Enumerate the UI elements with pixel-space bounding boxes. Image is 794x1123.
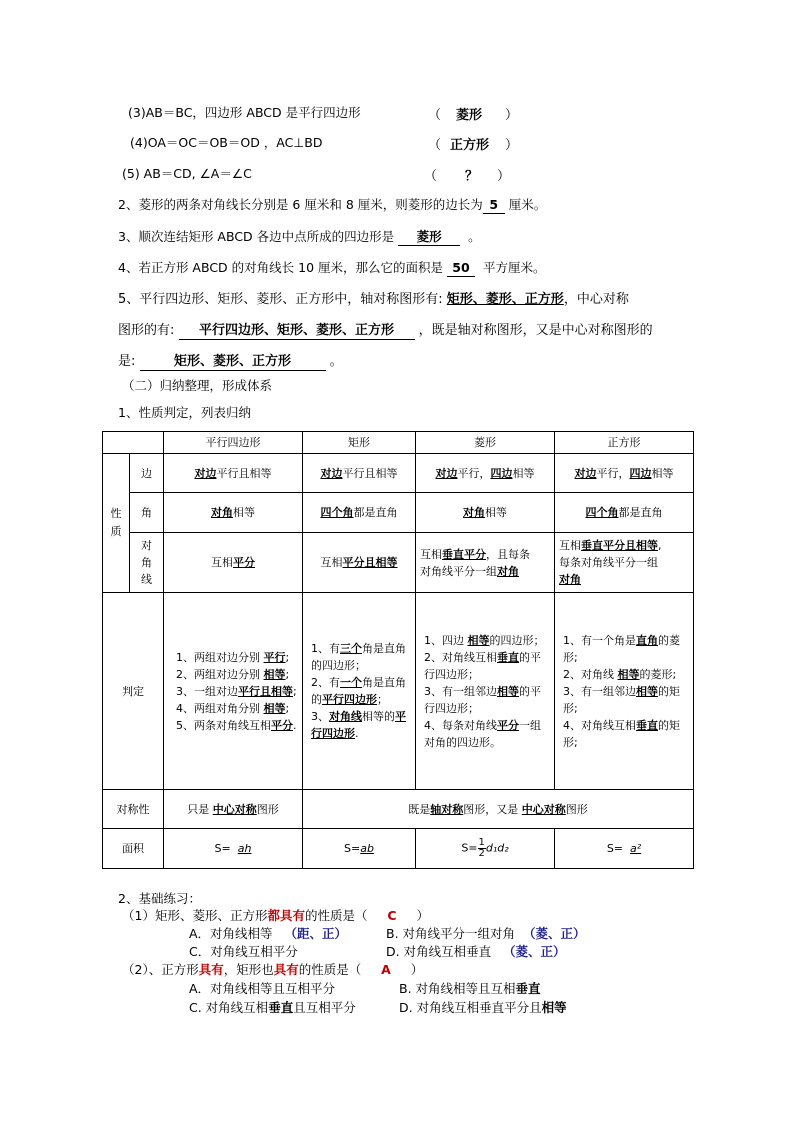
row-label-symmetry: 对称性 [103, 790, 164, 829]
sym-rest-mid: 图形，又是 [463, 802, 519, 816]
judge-para-4-end: ; [285, 701, 290, 715]
diag-rhombus [416, 533, 555, 593]
row-label-edge: 边 [130, 454, 164, 493]
judge-rect-3 [311, 708, 411, 742]
judge-para-3-text: 3、一组对边 [176, 684, 238, 698]
sym-rest-post: 图形 [565, 802, 588, 816]
sym-parallelogram [164, 790, 303, 829]
ex1-pre: （1）矩形、菱形、正方形 [122, 908, 268, 923]
ex2-option-d-key: 相等 [541, 1000, 567, 1015]
judge-sq-4-key: 垂直 [636, 718, 658, 732]
edge-rhombus-key-1: 对边 [435, 466, 458, 480]
judge-para-3-end: ; [293, 684, 297, 698]
item-4-open-paren: （ [428, 138, 442, 153]
ex2-pre: （2）、正方形 [122, 962, 199, 977]
area-rh-denominator: 2 [478, 848, 485, 859]
question-4-text: 4、若正方形 ABCD 的对角线长 10 厘米，那么它的面积是 [118, 260, 444, 275]
judge-para-4-key: 相等 [263, 701, 286, 715]
table-header-row [103, 432, 694, 454]
judge-para-1 [176, 649, 298, 666]
sym-rest-pre: 既是 [408, 802, 431, 816]
judge-rh-3-text: 3、有一组邻边 [424, 684, 497, 698]
question-5-answer-central: 平行四边形、矩形、菱形、正方形 [179, 323, 415, 340]
diag-square-text-3: 每条对角线平分一组 [559, 556, 658, 569]
item-5-answer: ？ [465, 169, 479, 184]
angle-square-key: 四个角 [585, 506, 619, 519]
header-rectangle: 矩形 [303, 432, 416, 454]
judge-sq-1-text: 1、有一个角是 [563, 633, 636, 647]
angle-parallelogram-key: 对角 [211, 506, 233, 519]
judge-sq-4-end: 的矩形; [563, 718, 680, 749]
ex2-answer: A [381, 962, 391, 977]
row-label-judgement: 判定 [103, 593, 164, 790]
row-label-angle: 角 [130, 493, 164, 533]
area-rh-pre: S= [461, 841, 478, 855]
ex1-option-a-text: A．对角线相等 [189, 926, 273, 941]
judge-para-5-key: 平分 [271, 718, 293, 732]
question-5-line-2 [118, 322, 653, 340]
question-3 [118, 228, 481, 246]
ex2-mid: ，矩形也 [223, 962, 274, 977]
question-5-text-2b: ，既是轴对称图形，又是中心对称图形的 [418, 323, 653, 338]
judge-rh-3-end: 的平行四边形； [424, 684, 541, 715]
judge-rect-1-text: 1、有 [311, 642, 340, 655]
judge-para-4-text: 4、两组对角分别 [176, 701, 260, 715]
edge-rectangle [303, 454, 416, 493]
judge-rh-4-end: 一组对角的四边形。 [424, 718, 541, 749]
judge-rh-2 [424, 649, 550, 683]
diag-rhombus-key-2: 对角 [497, 564, 519, 578]
judge-rect-2-key: 一个 [340, 676, 362, 689]
item-4-answer: 正方形 [450, 138, 490, 153]
exercise-title: 2、基础练习： [118, 891, 201, 906]
edge-rhombus-text-1: 平行， [457, 466, 491, 480]
row-angle [103, 493, 694, 533]
question-3-text: 3、顺次连结矩形 ABCD 各边中点所成的四边形是 [118, 229, 395, 244]
judge-para-2 [176, 666, 298, 683]
edge-square-key-1: 对边 [574, 466, 597, 480]
judge-para-5 [176, 717, 298, 734]
area-rhombus [416, 829, 555, 869]
question-2-answer: 5 [483, 197, 505, 214]
edge-parallelogram [164, 454, 303, 493]
header-parallelogram: 平行四边形 [164, 432, 303, 454]
edge-rhombus [416, 454, 555, 493]
judge-sq-2-text: 2、对角线 [563, 667, 614, 681]
row-judgement [103, 593, 694, 790]
question-2-text: 2、菱形的两条对角线长分别是 6 厘米和 8 厘米，则菱形的边长为 [118, 197, 483, 212]
question-5-answer-axial: 矩形、菱形、正方形 [446, 292, 564, 307]
row-area [103, 829, 694, 869]
angle-rectangle [303, 493, 416, 533]
judge-sq-1-end: 的菱形; [563, 633, 680, 664]
judge-rect-2-text: 2、有 [311, 676, 340, 689]
judge-para-5-text: 5、两条对角线互相 [176, 718, 271, 732]
question-4 [118, 259, 545, 277]
judge-rh-1-text: 1、四边 [424, 633, 464, 647]
judge-sq-1-key: 直角 [636, 633, 658, 647]
area-rh-formula: d₁d₂ [485, 841, 509, 855]
ex2-option-c-text: C. 对角线互相 [189, 1000, 269, 1015]
ex2-option-c-key: 垂直 [268, 1000, 294, 1015]
ex2-option-b-key: 垂直 [515, 981, 541, 996]
judge-sq-1 [563, 632, 689, 666]
row-diagonal [103, 533, 694, 593]
ex1-option-d-note: （菱、正） [503, 944, 566, 959]
diag-rhombus-text-3: 对角线平分一组 [420, 564, 497, 578]
area-rect-formula: ab [360, 842, 374, 855]
question-4-answer: 50 [447, 260, 475, 277]
sym-others [303, 790, 694, 829]
properties-table [102, 431, 694, 869]
diag-rhombus-key-1: 垂直平分 [442, 547, 486, 561]
question-3-answer: 菱形 [398, 229, 460, 246]
area-rectangle [303, 829, 416, 869]
ex1-option-d [386, 943, 566, 960]
question-5-text-1: 5、平行四边形、矩形、菱形、正方形中，轴对称图形有: [118, 292, 443, 307]
sym-rest-key-2: 中心对称 [521, 802, 566, 816]
judge-sq-2-key: 相等 [617, 667, 640, 681]
sym-rest-key-1: 轴对称 [430, 802, 464, 816]
ex1-option-a [189, 925, 347, 942]
judge-para-3 [176, 683, 298, 700]
question-4-suffix: 平方厘米。 [482, 260, 546, 275]
judge-rh-1-key: 相等 [467, 633, 490, 647]
edge-rectangle-text: 平行且相等 [342, 466, 398, 480]
diag-rectangle-key: 平分且相等 [342, 556, 398, 569]
area-square [555, 829, 694, 869]
area-rh-numerator: 1 [478, 837, 485, 848]
ex1-option-b-note: （菱、正） [522, 926, 586, 941]
area-para-formula: ah [237, 842, 252, 855]
judge-rect-3-mid: 相等的 [362, 710, 395, 723]
judge-rect-3-end: . [355, 727, 359, 740]
section-title: （二）归纳整理，形成体系 [122, 378, 273, 393]
ex1-post: 的性质是（ [304, 908, 368, 923]
diag-rhombus-text-2: ，且每条 [486, 547, 530, 561]
row-symmetry [103, 790, 694, 829]
angle-rectangle-text: 都是直角 [353, 506, 398, 519]
question-5-text-3b: 。 [329, 354, 343, 369]
judge-rh-3-key: 相等 [497, 684, 519, 698]
sub-title: 1、性质判定，列表归纳 [118, 405, 251, 420]
judge-rh-2-key: 垂直 [497, 650, 519, 664]
judge-rh-3 [424, 683, 550, 717]
judge-para-4 [176, 700, 298, 717]
area-sq-formula: a² [630, 842, 642, 855]
judge-para-1-text: 1、两组对边分别 [176, 650, 260, 664]
area-parallelogram [164, 829, 303, 869]
edge-square-text-2: 相等 [651, 466, 674, 480]
item-4-condition: (4)OA＝OC＝OB＝OD ，AC⊥BD [130, 135, 323, 150]
diag-rhombus-text-1: 互相 [420, 547, 442, 561]
ex1-option-d-text: D. 对角线互相垂直 [386, 944, 492, 959]
ex2-option-d-text: D. 对角线互相垂直平分且 [399, 1000, 542, 1015]
question-5-text-3: 是: [118, 354, 136, 369]
judge-rh-4-text: 4、每条对角线 [424, 718, 497, 732]
judge-rh-2-text: 2、对角线互相 [424, 650, 497, 664]
judge-rectangle [303, 593, 416, 790]
area-sq-pre: S= [606, 842, 624, 855]
edge-square [555, 454, 694, 493]
judge-rect-2-mid: 角是直角的 [311, 676, 406, 706]
ex1-option-c: C．对角线互相平分 [189, 944, 298, 959]
judge-square [555, 593, 694, 790]
ex2-option-c [189, 999, 356, 1016]
judge-rh-1 [424, 632, 550, 649]
judge-rect-2-end: ； [377, 693, 388, 706]
diag-rectangle-text: 互相 [320, 556, 343, 569]
edge-rectangle-key: 对边 [320, 466, 343, 480]
question-5-answer-both: 矩形、菱形、正方形 [140, 354, 326, 371]
item-5-condition: (5) AB＝CD, ∠A＝∠C [122, 166, 252, 181]
ex2-option-b [399, 980, 541, 997]
ex2-post: 的性质是（ [298, 962, 362, 977]
angle-parallelogram [164, 493, 303, 533]
judge-rect-2-key-2: 平行四边形 [322, 693, 377, 706]
ex1-option-a-note: （距、正） [284, 926, 347, 941]
item-3-condition: (3)AB＝BC，四边形 ABCD 是平行四边形 [128, 105, 361, 120]
area-rh-fraction [478, 838, 486, 859]
edge-rhombus-text-2: 相等 [512, 466, 535, 480]
ex1-option-b [386, 925, 586, 942]
row-label-diagonal: 对角线 [130, 533, 164, 593]
diag-parallelogram-text: 互相 [211, 556, 233, 569]
judge-sq-3 [563, 683, 689, 717]
question-5-text-1b: ，中心对称 [563, 292, 629, 307]
ex2-option-c-text-2: 且互相平分 [293, 1000, 356, 1015]
judge-para-1-key: 平行 [263, 650, 286, 664]
item-3-answer: 菱形 [456, 108, 483, 123]
item-4-close-paren: ） [505, 138, 519, 153]
sym-para-key: 中心对称 [212, 802, 257, 816]
ex2-emphasis-2: 具有 [273, 962, 299, 977]
judge-sq-2-end: 的菱形; [639, 667, 677, 681]
judge-rhombus [416, 593, 555, 790]
diag-square-text-1: 互相 [559, 539, 581, 552]
ex1-emphasis: 都具有 [267, 908, 305, 923]
judge-parallelogram [164, 593, 303, 790]
judge-rh-1-end: 的四边形； [489, 633, 545, 647]
judge-sq-4-text: 4、对角线互相 [563, 718, 636, 732]
question-5-text-2: 图形的有: [118, 323, 175, 338]
angle-rectangle-key: 四个角 [320, 506, 354, 519]
judge-para-1-end: ; [285, 650, 290, 664]
ex2-option-a: A．对角线相等且互相平分 [189, 981, 336, 996]
question-3-suffix: 。 [468, 229, 481, 244]
exercise-1-question [122, 907, 429, 924]
header-rhombus: 菱形 [416, 432, 555, 454]
item-3-open-paren: （ [428, 108, 442, 123]
ex2-emphasis-1: 具有 [198, 962, 224, 977]
judge-sq-3-text: 3、有一组邻边 [563, 684, 636, 698]
judge-rect-1-end: 角是直角的四边形； [311, 642, 406, 672]
judge-sq-3-end: 的矩形; [563, 684, 680, 715]
angle-rhombus-key: 对角 [463, 506, 485, 519]
diag-square [555, 533, 694, 593]
judge-rect-2 [311, 674, 411, 708]
angle-rhombus-text: 相等 [485, 506, 507, 519]
edge-square-text-1: 平行， [596, 466, 630, 480]
judge-para-5-end: . [293, 718, 297, 732]
judge-rect-3-text: 3、 [311, 710, 329, 723]
judge-rect-3-key-2: 平行四边形 [311, 710, 406, 740]
angle-square [555, 493, 694, 533]
diag-square-text-2: , [658, 539, 662, 552]
judge-rh-4-key: 平分 [497, 718, 519, 732]
edge-parallelogram-key: 对边 [194, 466, 217, 480]
angle-square-text: 都是直角 [618, 506, 663, 519]
judge-para-2-text: 2、两组对边分别 [176, 667, 260, 681]
item-3-close-paren: ） [505, 108, 519, 123]
judge-rect-1 [311, 640, 411, 674]
exercise-2-question [122, 961, 423, 978]
edge-rhombus-key-2: 四边 [490, 466, 513, 480]
area-para-pre: S= [214, 842, 231, 855]
judge-rect-1-key: 三个 [340, 642, 362, 655]
judge-sq-4 [563, 717, 689, 751]
judge-para-2-end: ; [285, 667, 290, 681]
diag-parallelogram [164, 533, 303, 593]
ex1-option-b-text: B. 对角线平分一组对角 [386, 926, 516, 941]
diag-rectangle [303, 533, 416, 593]
angle-parallelogram-text: 相等 [233, 506, 255, 519]
header-square: 正方形 [555, 432, 694, 454]
judge-rect-3-key: 对角线 [329, 710, 362, 723]
angle-rhombus [416, 493, 555, 533]
group-label-properties: 性质 [103, 454, 130, 593]
edge-parallelogram-text: 平行且相等 [216, 466, 272, 480]
sym-para-post: 图形 [256, 802, 279, 816]
row-label-area: 面积 [103, 829, 164, 869]
item-5-open-paren: （ [424, 169, 438, 184]
diag-parallelogram-key: 平分 [233, 556, 255, 569]
judge-rh-4 [424, 717, 550, 751]
judge-sq-3-key: 相等 [636, 684, 658, 698]
judge-sq-2 [563, 666, 689, 683]
question-5-line-3 [118, 353, 343, 371]
diag-square-key-1: 垂直平分且相等 [581, 539, 658, 552]
sym-para-pre: 只是 [187, 802, 210, 816]
item-5-close-paren: ） [497, 169, 511, 184]
ex1-close: ） [416, 908, 429, 923]
question-5-line-1 [118, 291, 629, 309]
question-2 [118, 196, 546, 214]
judge-para-2-key: 相等 [263, 667, 286, 681]
question-2-suffix: 厘米。 [508, 197, 547, 212]
judge-rh-2-end: 的平行四边形； [424, 650, 541, 681]
area-rect-pre: S= [344, 842, 361, 855]
ex2-close: ） [410, 962, 424, 977]
edge-square-key-2: 四边 [629, 466, 652, 480]
ex1-answer: C [387, 908, 397, 923]
judge-para-3-key: 平行且相等 [238, 684, 293, 698]
row-edge [103, 454, 694, 493]
ex2-option-d [399, 999, 567, 1016]
ex2-option-b-text: B. 对角线相等且互相 [399, 981, 516, 996]
diag-square-key-2: 对角 [559, 573, 581, 586]
table-corner-cell [103, 432, 164, 454]
